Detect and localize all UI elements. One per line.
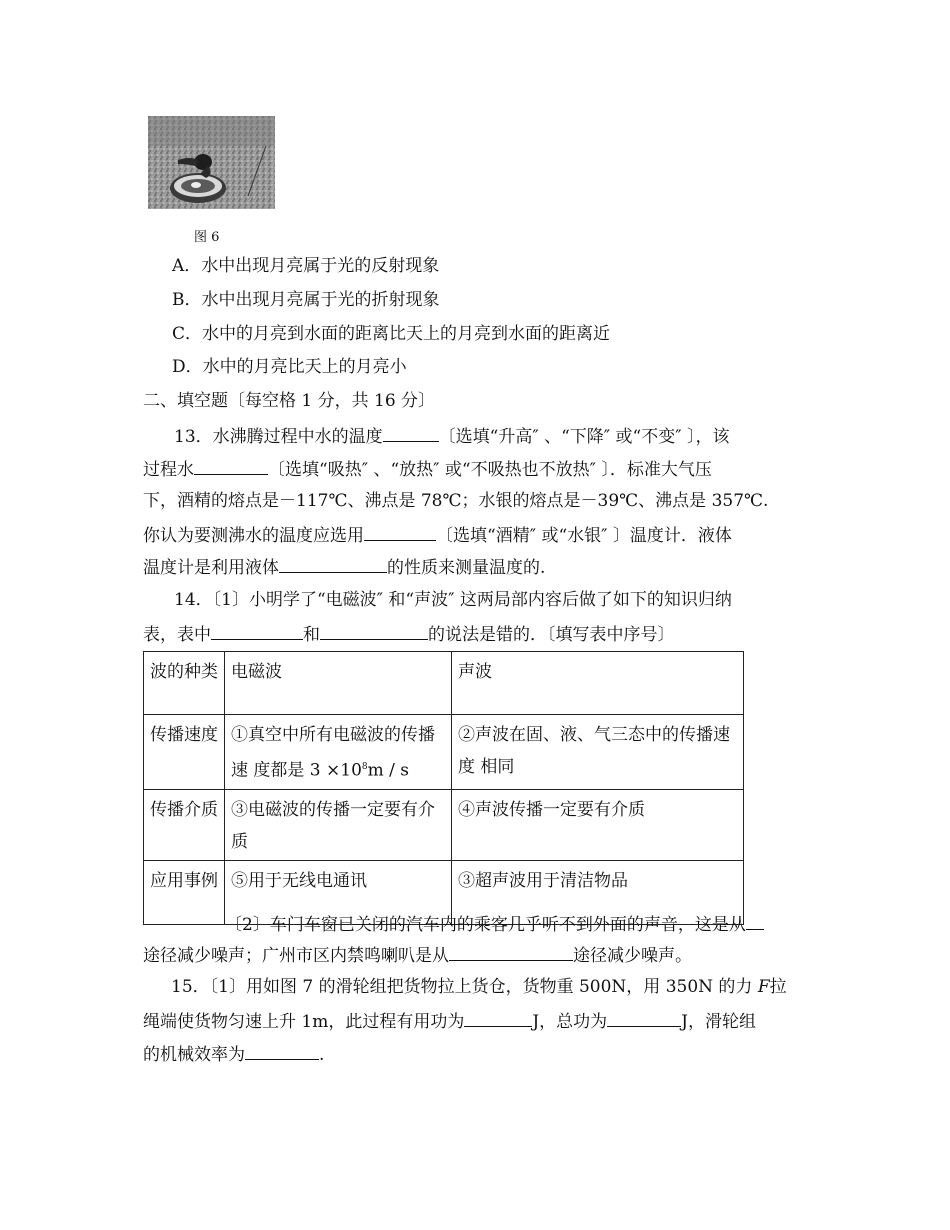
q15-line-3 <box>143 1043 324 1065</box>
q15-line-2 <box>143 1010 756 1032</box>
q13-text: 〔选填“吸热″ 、“放热″ 或“不吸热也不放热″ 〕．标准大气压 <box>268 460 712 480</box>
option-c: C．水中的月亮到水面的距离比天上的月亮到水面的距离近 <box>172 324 611 344</box>
exponent: 8 <box>361 762 368 772</box>
answer-blank[interactable] <box>320 623 428 640</box>
q14-part-2-line-1 <box>225 913 764 935</box>
q13-text: 过程水 <box>143 460 194 480</box>
q14-line-1: 14．〔1〕小明学了“电磁波″ 和“声波″ 这两局部内容后做了如下的知识归纳 <box>174 590 732 610</box>
table-cell: 波的种类 <box>144 652 225 715</box>
q14-text: 的说法是错的．〔填写表中序号〕 <box>428 625 675 645</box>
q15-text: 拉 <box>769 977 787 997</box>
answer-blank[interactable] <box>746 913 764 930</box>
q15-text: 15．〔1〕用如图 7 的滑轮组把货物拉上货仓，货物重 500N，用 350N 的力 <box>171 977 758 997</box>
q13-text: 〔选填“酒精″ 或“水银″ 〕温度计．液体 <box>436 526 732 546</box>
table-cell: 传播速度 <box>144 715 225 790</box>
q13-text: 的性质来测量温度的. <box>387 558 546 578</box>
q13-text: 〔选填“升高″ 、“下降″ 或“不变″ 〕，该 <box>438 427 730 447</box>
answer-blank[interactable] <box>194 458 268 475</box>
q14-text: 表，表中 <box>143 625 211 645</box>
table-cell: ③电磁波的传播一定要有介质 <box>225 789 452 860</box>
answer-blank[interactable] <box>607 1010 681 1027</box>
table-cell: ②声波在固、液、气三态中的传播速度 相同 <box>452 715 744 790</box>
answer-blank[interactable] <box>245 1043 319 1060</box>
q15-text: 绳端使货物匀速上升 1m，此过程有用功为 <box>143 1012 465 1032</box>
cell-text: m / s <box>367 760 410 781</box>
q15-text: J，滑轮组 <box>681 1012 756 1032</box>
q14-line-2 <box>143 623 675 645</box>
option-a: A．水中出现月亮属于光的反射现象 <box>172 256 440 276</box>
table-cell: ③超声波用于清洁物品 <box>452 860 744 924</box>
q15-line-1 <box>171 977 787 997</box>
figure-6-photo <box>148 116 275 209</box>
table-row <box>144 652 744 715</box>
force-symbol: F <box>757 977 770 997</box>
option-b: B．水中出现月亮属于光的折射现象 <box>172 290 440 310</box>
answer-blank[interactable] <box>211 623 303 640</box>
answer-blank[interactable] <box>449 944 573 961</box>
q14-text: 途径减少噪声。 <box>573 946 692 966</box>
q15-text: 的机械效率为 <box>143 1045 245 1065</box>
table-cell: 声波 <box>452 652 744 715</box>
answer-blank[interactable] <box>383 425 439 442</box>
q13-line-4 <box>143 524 732 546</box>
table-cell: ④声波传播一定要有介质 <box>452 789 744 860</box>
answer-blank[interactable] <box>364 524 436 541</box>
q15-text: . <box>319 1045 325 1065</box>
table-cell: 传播介质 <box>144 789 225 860</box>
section-heading: 二、填空题〔每空格 1 分，共 16 分〕 <box>143 391 436 411</box>
table-cell: 电磁波 <box>225 652 452 715</box>
q14-text: 和 <box>303 625 320 645</box>
q14-text: 〔2〕车门车窗已关闭的汽车内的乘客几乎听不到外面的声音，这是从 <box>225 915 746 935</box>
table-cell: ⑤用于无线电通讯 <box>225 860 452 924</box>
figure-caption: 图 6 <box>194 230 220 245</box>
q13-line-2 <box>143 458 712 480</box>
table-row <box>144 715 744 790</box>
q13-text: 温度计是利用液体 <box>143 558 279 578</box>
q15-text: J，总功为 <box>532 1012 608 1032</box>
q13-line-3: 下，酒精的熔点是－117℃、沸点是 78℃；水银的熔点是－39℃、沸点是 357℃. <box>143 491 769 511</box>
q13-text: 你认为要测沸水的温度应选用 <box>143 526 364 546</box>
q13-text: 13．水沸腾过程中水的温度 <box>174 427 383 447</box>
q13-line-1 <box>174 425 729 447</box>
table-cell: 应用事例 <box>144 860 225 924</box>
q13-line-5 <box>143 556 545 578</box>
q14-text: 途径减少噪声；广州市区内禁鸣喇叭是从 <box>143 946 449 966</box>
answer-blank[interactable] <box>464 1010 532 1027</box>
table-cell <box>225 715 452 790</box>
option-d: D．水中的月亮比天上的月亮小 <box>172 357 407 377</box>
cell-text: ①真空中所有电磁波的传播速 度都是 3 ×10 <box>231 725 435 781</box>
table-row <box>144 789 744 860</box>
answer-blank[interactable] <box>279 556 387 573</box>
q14-part-2-line-2 <box>143 944 692 966</box>
knowledge-table <box>143 651 744 925</box>
